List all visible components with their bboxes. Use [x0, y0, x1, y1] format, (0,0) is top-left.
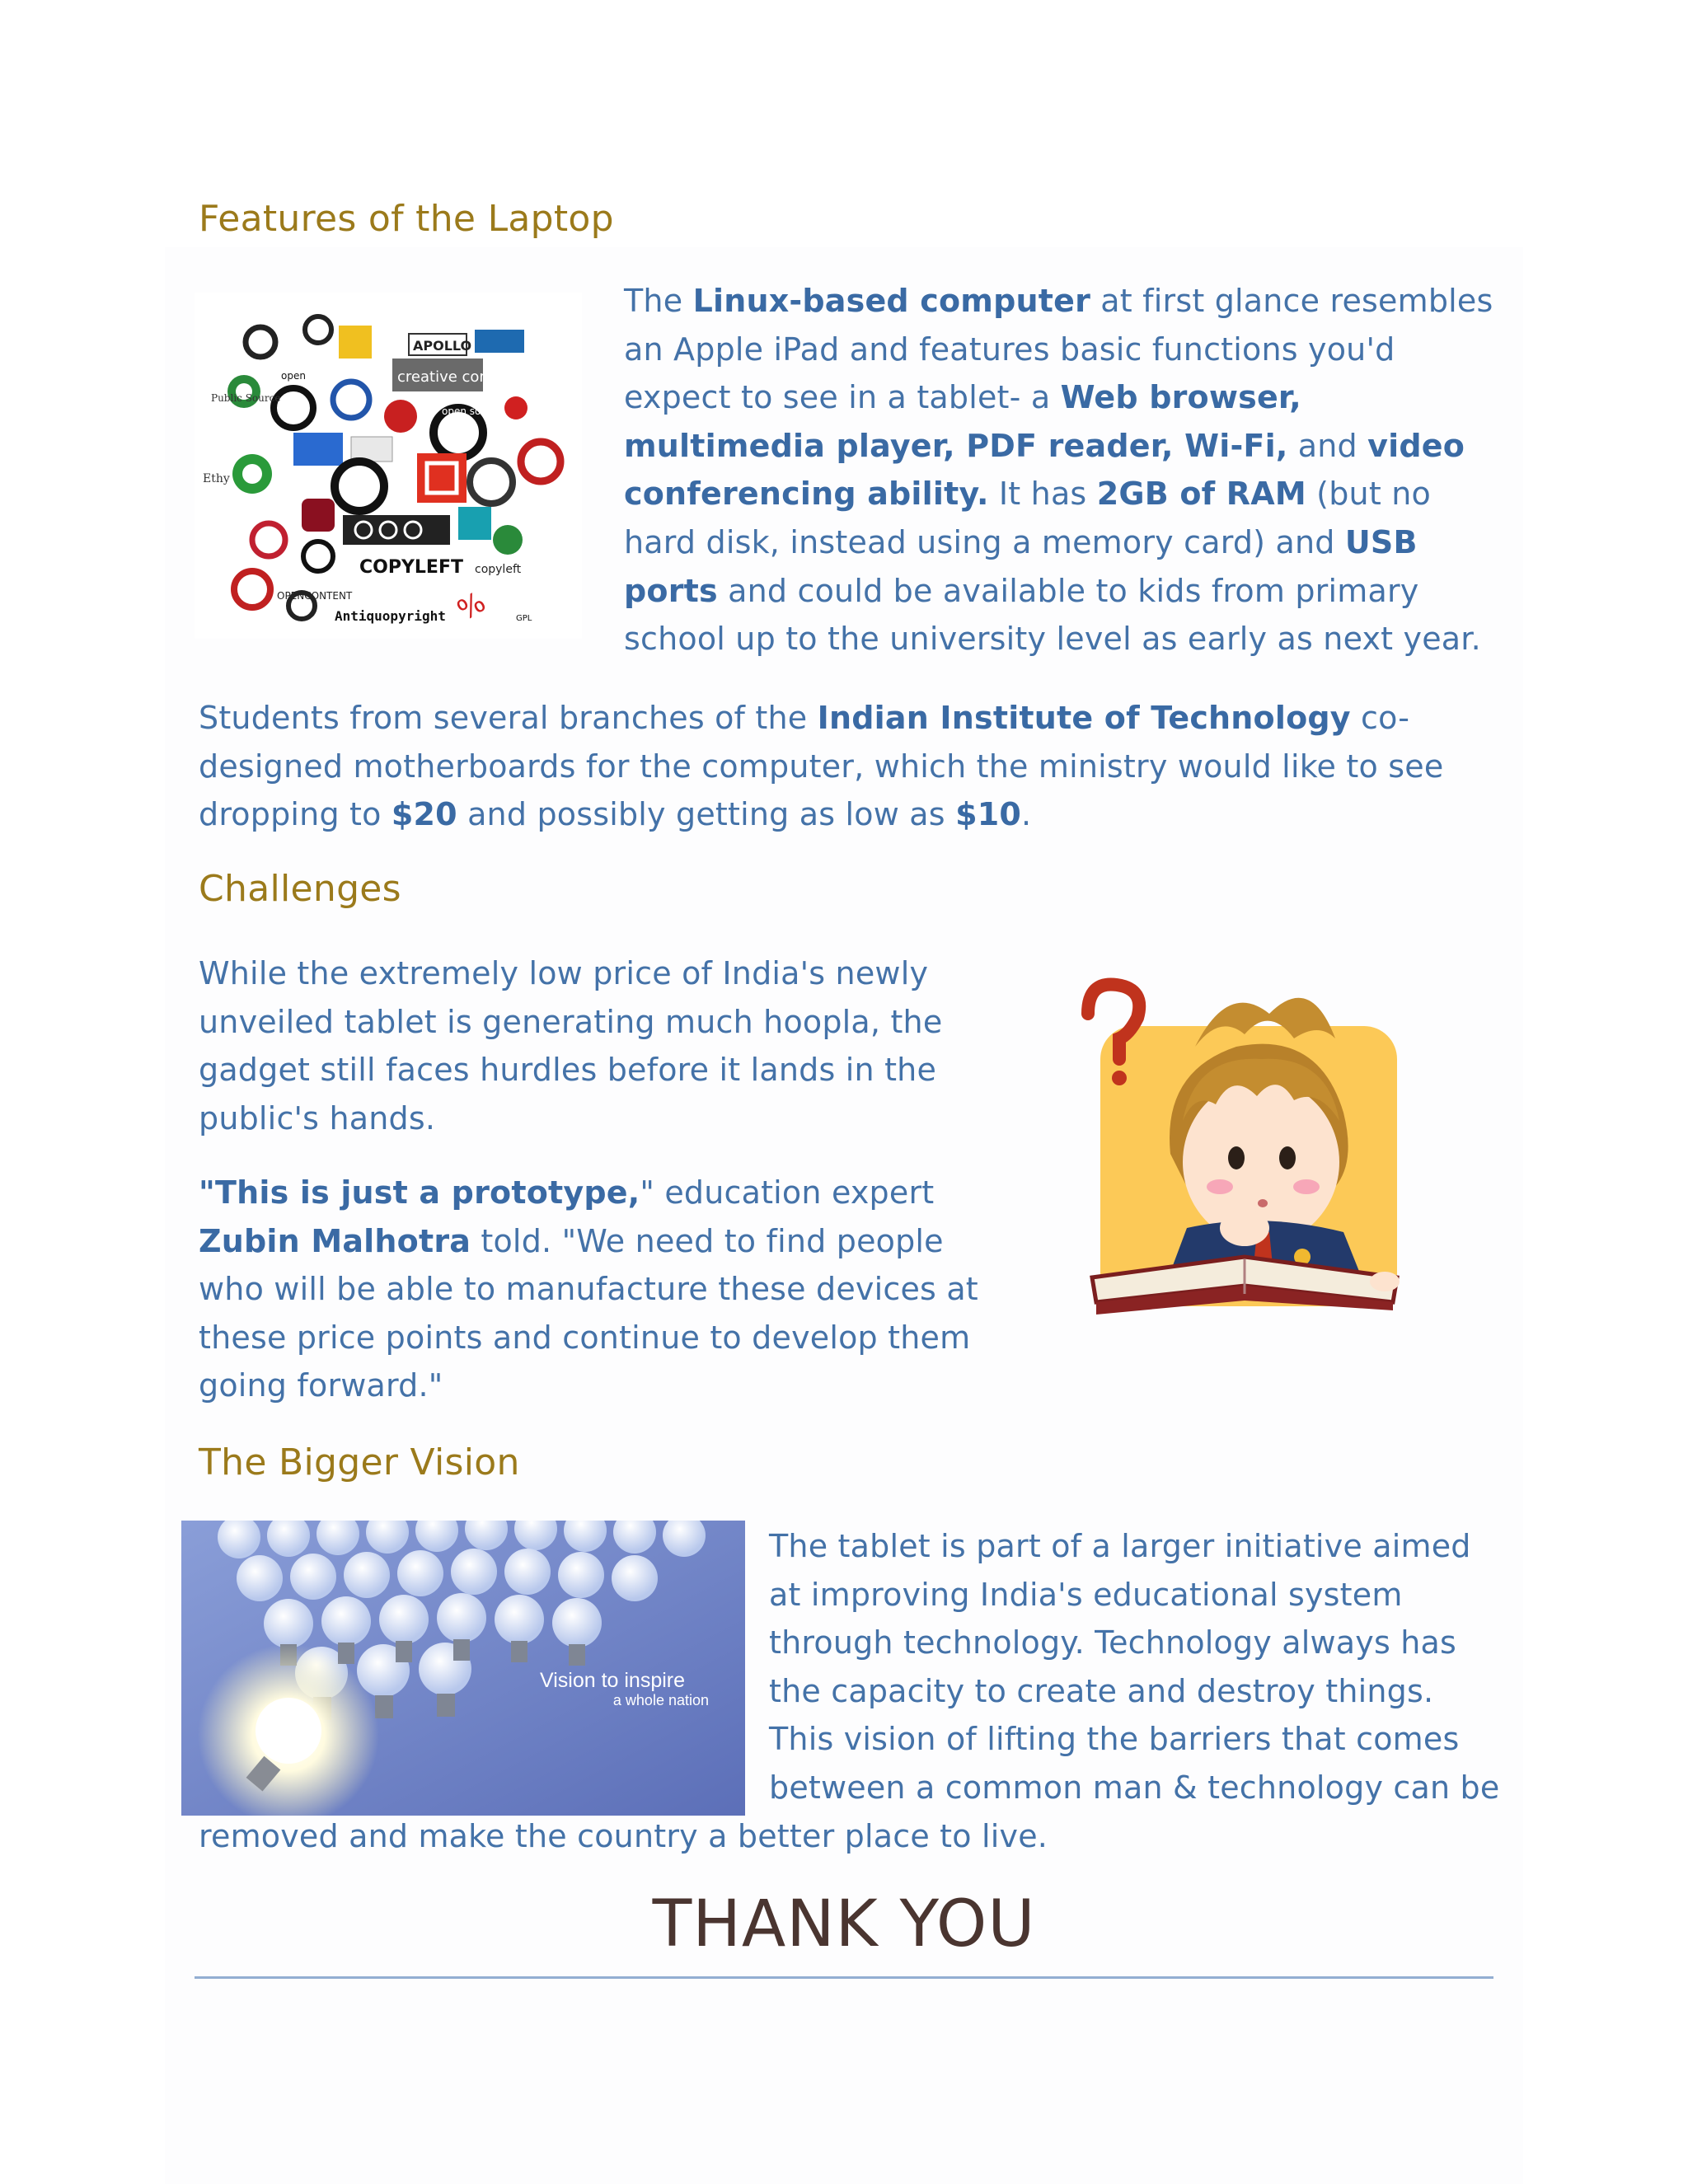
text-run: told. "We need to find people who will be able to manufacture these devices at these price points and continue to develop them going forward.": [199, 1222, 978, 1404]
logo-apollo: APOLLO: [413, 338, 472, 354]
bold-video-conferencing: video conferencing ability.: [624, 427, 1465, 513]
text-run: Students from several branches of the: [199, 700, 818, 736]
thinking-student-graphic: [1071, 948, 1418, 1327]
heading-features: Features of the Laptop: [199, 198, 614, 240]
thank-you-heading: THANK YOU: [652, 1887, 1036, 1961]
bold-zubin-malhotra: Zubin Malhotra: [199, 1222, 471, 1259]
text-run: " education expert: [640, 1174, 935, 1211]
logo-ethy: Ethy: [203, 472, 230, 485]
logo-copyleft-text: COPYLEFT: [359, 557, 463, 578]
bold-price-10: $10: [955, 796, 1021, 833]
text-run: .: [1020, 796, 1032, 833]
text-run: The: [624, 283, 693, 319]
closing-divider: [195, 1976, 1493, 1979]
iit-paragraph: [199, 694, 1484, 839]
vision-text: The tablet is part of a larger initiative aimed at improving India's educational system through technology. Technology always has the capacity to create and destroy things. This vision of lifting the barriers that comes between a common man & technology can be removed and make the country a better place to live.: [199, 1528, 1500, 1854]
bold-iit: Indian Institute of Technology: [817, 700, 1351, 736]
text-run: co-designed motherboards for the computer, which the ministry would like to see dropping to: [199, 700, 1444, 833]
text-run: (but no hard disk, instead using a memory card) and: [624, 476, 1431, 560]
text-run: and possibly getting as low as: [457, 796, 956, 833]
bold-linux-based-computer: Linux-based computer: [692, 283, 1091, 319]
logo-creative-commons: creative commons: [397, 368, 535, 386]
vision-image-caption-1: Vision to inspire: [540, 1669, 686, 1692]
bold-usb-ports: USB ports: [624, 523, 1418, 609]
logo-open: open: [281, 370, 306, 382]
heading-bigger-vision: The Bigger Vision: [199, 1441, 520, 1483]
logo-copyleft-small: copyleft: [475, 563, 522, 576]
text-run: at first glance resembles an Apple iPad and features basic functions you'd expect to see in a tablet- a: [624, 283, 1493, 416]
logo-opencontent: OPENCONTENT: [277, 590, 353, 602]
bold-2gb-ram: 2GB of RAM: [1096, 476, 1306, 513]
bold-prototype-quote: "This is just a prototype,: [199, 1174, 640, 1211]
logo-gpl: GPL: [516, 614, 532, 623]
text-run: It has: [988, 476, 1097, 513]
logos-collage-graphic: [195, 293, 582, 639]
vision-image-spacer: [199, 1522, 769, 1811]
logo-open-source: open source: [442, 405, 503, 417]
vision-paragraph: [199, 1522, 1501, 1860]
bold-features-list: Web browser, multimedia player, PDF reader, Wi-Fi,: [624, 379, 1301, 464]
open-source-logos-collage: [195, 293, 582, 639]
text-run: and: [1287, 427, 1368, 464]
thinking-student-illustration: [1071, 948, 1418, 1327]
logo-antiquopyright: Antiquopyright: [335, 608, 446, 624]
logo-public-source: Public Source: [211, 392, 281, 404]
challenges-paragraph-2: [199, 1169, 990, 1410]
features-paragraph: [624, 277, 1498, 663]
challenges-paragraph-1: While the extremely low price of India's newly unveiled tablet is generating much hoopla, the gadget still faces hurdles before it lands in the public's hands.: [199, 955, 943, 1137]
vision-image-caption-2: a whole nation: [612, 1692, 709, 1708]
svg-text:%: %: [452, 585, 492, 628]
bold-price-20: $20: [391, 796, 457, 833]
text-run: and could be available to kids from primary school up to the university level as early as next year.: [624, 572, 1481, 658]
heading-challenges: Challenges: [199, 868, 401, 910]
